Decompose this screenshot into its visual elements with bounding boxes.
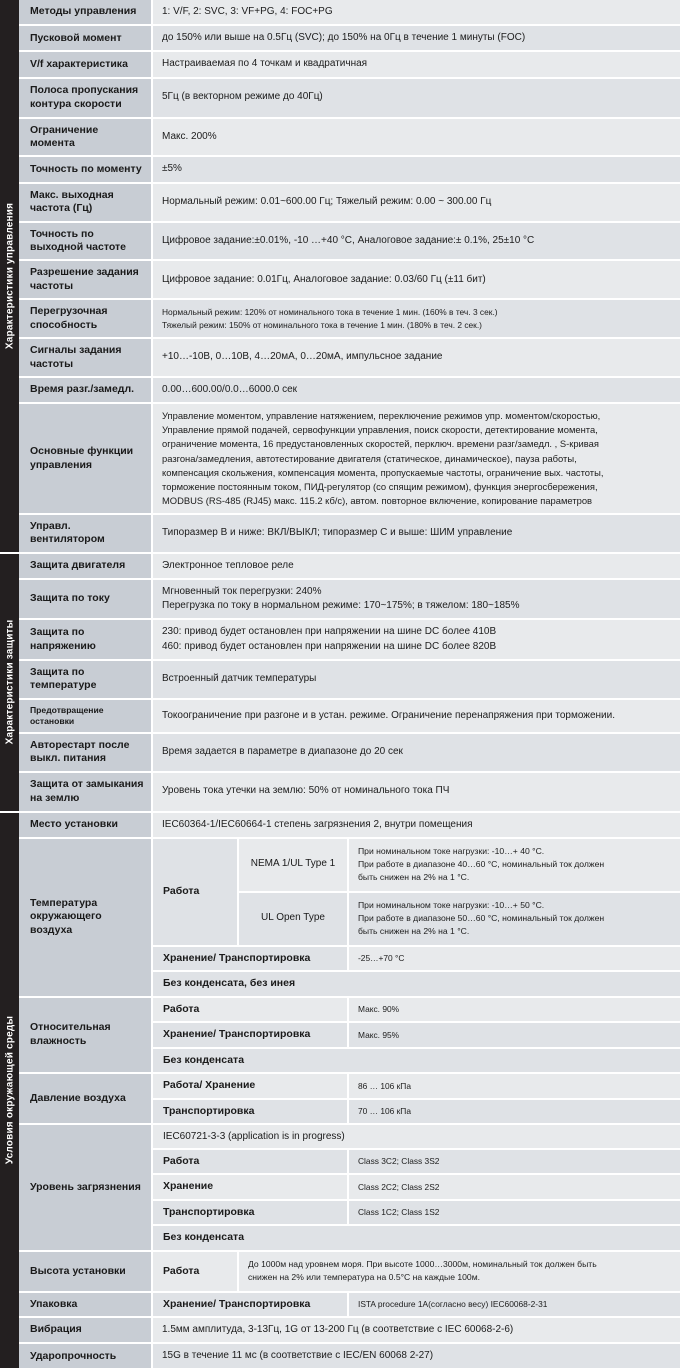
group-rows [153,1125,680,1250]
table-row [153,1100,680,1123]
table-row [19,620,680,660]
row-label: Время разг./замедл. [19,378,153,402]
row-value: Настраиваемая по 4 точкам и квадратичная [153,52,680,76]
table-row-main-functions [19,404,680,515]
table-row [19,26,680,52]
row-value: 5Гц (в векторном режиме до 40Гц) [153,79,680,117]
row-label: V/f характеристика [19,52,153,76]
row-value-line: быть снижен на 2% на 1 °C. [358,872,470,883]
table-row-standard [153,1125,680,1150]
row-value [153,300,680,337]
row-value-line: При номинальном токе нагрузки: -10…+ 50 °C. [358,899,545,910]
row-value-line: При номинальном токе нагрузки: -10…+ 40 °C. [358,845,545,856]
row-value: 1.5мм амплитуда, 3-13Гц, 1G от 13-200 Гц (в соответствие с IEC 60068-2-6) [153,1318,680,1342]
row-value-line: До 1000м над уровнем моря. При высоте 1000…3000м, номинальный ток должен быть [248,1259,597,1269]
vertical-label-text: Характеристики защиты [4,619,15,745]
row-label: Точность по моменту [19,157,153,181]
row-value-line: снижен на 2% или температура на 0.5°C на каждые 100м. [248,1272,481,1283]
row-value-line: 230: привод будет остановлен при напряжении на шине DC более 410В [162,626,497,638]
row-label: Защита по току [19,580,153,618]
sub-label-operation: Работа [153,839,239,945]
row-value [153,404,680,513]
sub-label: Хранение/ Транспортировка [153,1293,349,1316]
row-value: Макс. 95% [349,1023,680,1046]
sub-label: Работа [153,1150,349,1173]
enclosure-type-label: NEMA 1/UL Type 1 [239,839,349,891]
row-value: ±5% [153,157,680,181]
row-label: Защита двигателя [19,554,153,578]
row-label: Вибрация [19,1318,153,1342]
row-value [153,620,680,658]
row-label: Перегрузочная способность [19,300,153,337]
table-row-packing [19,1293,680,1318]
group-rows [153,1074,680,1123]
group-air-pressure [19,1074,680,1125]
row-value: ISTA procedure 1A(согласно весу) IEC60068-2-31 [349,1293,680,1316]
table-row [19,378,680,404]
row-value [153,580,680,618]
row-value: Токоограничение при разгоне и в устан. режиме. Ограничение перенапряжения при торможении. [153,700,680,732]
row-value: Макс. 90% [349,998,680,1021]
group-label: Относительная влажность [19,998,153,1073]
table-row [19,119,680,158]
row-label: Разрешение задания частоты [19,261,153,298]
row-label: Защита по температуре [19,661,153,698]
table-row [153,1175,680,1200]
row-value-line: Перегрузка по току в нормальном режиме: 170~175%; в тяжелом: 180~185% [162,600,520,612]
row-label: Ограничение момента [19,119,153,156]
row-value-line: Тяжелый режим: 150% от номинального тока в течение 1 мин. (180% в теч. 2 сек.) [162,319,482,330]
table-row-note [153,972,680,996]
row-label: Сигналы задания частоты [19,339,153,376]
table-row [239,839,680,893]
row-label: Основные функции управления [19,404,153,513]
sub-label-operation: Работа [153,1252,239,1291]
table-row [19,0,680,26]
section-body-protection [19,554,680,811]
group-relative-humidity [19,998,680,1075]
table-row [19,773,680,811]
table-row [153,947,680,972]
table-row [19,339,680,378]
note-text: Без конденсата [153,1226,680,1250]
row-value: Время задается в параметре в диапазоне до 20 сек [153,734,680,771]
standard-text: IEC60721-3-3 (application is in progress) [153,1125,680,1148]
table-row [19,661,680,700]
row-value [349,893,680,945]
sub-label: Транспортировка [153,1100,349,1123]
section-protection-characteristics [0,554,680,813]
group-pollution-level [19,1125,680,1252]
vertical-label-text: Характеристики управления [4,202,15,350]
section-vertical-label-control [0,0,19,552]
row-value: 15G в течение 11 мс (в соответствие с IEC/EN 60068 2-27) [153,1344,680,1368]
table-row-altitude [19,1252,680,1293]
section-body-control [19,0,680,552]
group-label: Давление воздуха [19,1074,153,1123]
sub-label: Транспортировка [153,1201,349,1224]
row-label: Ударопрочность [19,1344,153,1368]
table-row [19,184,680,223]
row-value-line: разгона/замедления, автотестирование двигателя (статическое, динамическое), пауза работы, [162,452,577,464]
row-value: 86 … 106 кПа [349,1074,680,1097]
vertical-label-text: Условия окружающей среды [4,1016,15,1165]
table-row [153,1201,680,1226]
table-row-install-place [19,813,680,839]
nested-rows [239,839,680,945]
section-environmental-conditions [0,813,680,1370]
table-row-shock [19,1344,680,1368]
row-value-line: При работе в диапазоне 40…60 °C, номинальный ток должен [358,859,605,870]
section-vertical-label-environment [0,813,19,1369]
row-label: Место установки [19,813,153,837]
row-label: Высота установки [19,1252,153,1291]
row-value: 70 … 106 кПа [349,1100,680,1123]
note-text: Без конденсата, без инея [153,972,680,996]
group-label: Уровень загрязнения [19,1125,153,1250]
table-row [19,52,680,78]
sub-label: Работа/ Хранение [153,1074,349,1097]
row-value: до 150% или выше на 0.5Гц (SVC); до 150% на 0Гц в течение 1 минуты (FOC) [153,26,680,50]
row-label: Макс. выходная частота (Гц) [19,184,153,221]
table-row-vibration [19,1318,680,1344]
table-row [19,734,680,773]
row-label: Точность по выходной частоте [19,223,153,260]
table-row [19,261,680,300]
section-control-characteristics [0,0,680,554]
group-ambient-temperature [19,839,680,998]
row-value-line: Управление моментом, управление натяжением, переключение режимов упр. моментом/скоростью, [162,410,601,422]
row-label: Управл. вентилятором [19,515,153,552]
row-label: Упаковка [19,1293,153,1316]
sub-label: Хранение [153,1175,349,1198]
row-value-line: компенсация скольжения, компенсация момента, пропускаемые частоты, ограничение вых. частоты, [162,466,604,478]
nested-operation-block [153,839,680,947]
row-value: 1: V/F, 2: SVC, 3: VF+PG, 4: FOC+PG [153,0,680,24]
group-rows [153,998,680,1073]
row-value [239,1252,680,1291]
row-value-line: ограничение момента, 16 предустановленных скоростей, перключ. времени разг/замедл. , S-кривая [162,438,599,450]
table-row-note [153,1049,680,1073]
table-row [19,300,680,339]
row-label: Пусковой момент [19,26,153,50]
table-row [153,1023,680,1048]
row-value: Макс. 200% [153,119,680,156]
row-value: +10…-10В, 0…10В, 4…20мА, 0…20мА, импульсное задание [153,339,680,376]
row-value-line: быть снижен на 2% на 1 °C. [358,926,470,937]
group-rows [153,839,680,996]
table-row [19,79,680,119]
table-row [153,1150,680,1175]
row-value: IEC60364-1/IEC60664-1 степень загрязнения 2, внутри помещения [153,813,680,837]
row-value: Нормальный режим: 0.01~600.00 Гц; Тяжелый режим: 0.00 ~ 300.00 Гц [153,184,680,221]
row-label: Защита по напряжению [19,620,153,658]
table-row [153,1074,680,1099]
row-value: Class 2C2; Class 2S2 [349,1175,680,1198]
table-row-note [153,1226,680,1250]
table-row [19,580,680,620]
sub-label-storage: Хранение/ Транспортировка [153,947,349,970]
row-value: 0.00…600.00/0.0…6000.0 сек [153,378,680,402]
row-label: Предотвращение остановки [19,700,153,732]
table-row [19,700,680,734]
row-value: Встроенный датчик температуры [153,661,680,698]
table-row [19,515,680,552]
row-value: -25…+70 °C [349,947,680,970]
row-label: Защита от замыкания на землю [19,773,153,811]
row-value-line: 460: привод будет остановлен при напряжении на шине DC более 820В [162,640,497,652]
row-value: Цифровое задание: 0.01Гц, Аналоговое задание: 0.03/60 Гц (±11 бит) [153,261,680,298]
row-value: Электронное тепловое реле [153,554,680,578]
row-value-line: Управление прямой подачей, сервофункции управления, поиск скорости, детектирование момента, [162,424,598,436]
note-text: Без конденсата [153,1049,680,1073]
row-label: Методы управления [19,0,153,24]
row-value [349,839,680,891]
row-value-line: торможение постоянным током, ПИД-регулятор (со спящим режимом), функция энергосбережения, [162,480,598,492]
section-vertical-label-protection [0,554,19,811]
row-value: Уровень тока утечки на землю: 50% от номинального тока ПЧ [153,773,680,811]
row-label: Полоса пропускания контура скорости [19,79,153,117]
table-row [239,893,680,945]
row-value-line: Мгновенный ток перегрузки: 240% [162,586,322,598]
row-value-line: MODBUS (RS-485 (RJ45) макс. 115.2 кб/с), автом. повторное включение, копирование параметров [162,494,593,506]
table-row [153,998,680,1023]
section-body-environment [19,813,680,1369]
row-value: Типоразмер В и ниже: ВКЛ/ВЫКЛ; типоразмер С и выше: ШИМ управление [153,515,680,552]
sub-label: Работа [153,998,349,1021]
row-value: Class 3C2; Class 3S2 [349,1150,680,1173]
group-label: Температура окружающего воздуха [19,839,153,996]
sub-label: Хранение/ Транспортировка [153,1023,349,1046]
row-value-line: При работе в диапазоне 50…60 °C, номинальный ток должен [358,912,605,923]
row-value-line: Нормальный режим: 120% от номинального тока в течение 1 мин. (160% в теч. 3 сек.) [162,307,498,318]
table-row [19,157,680,183]
table-row [19,554,680,580]
row-value: Class 1C2; Class 1S2 [349,1201,680,1224]
row-value: Цифровое задание:±0.01%, -10 …+40 °C, Аналоговое задание:± 0.1%, 25±10 °C [153,223,680,260]
row-label: Авторестарт после выкл. питания [19,734,153,771]
enclosure-type-label: UL Open Type [239,893,349,945]
table-row [19,223,680,262]
